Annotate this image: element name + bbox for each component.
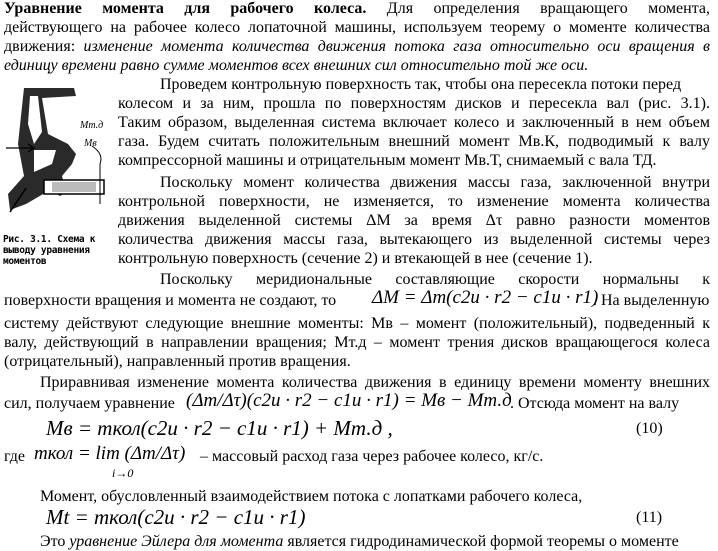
- para1-line-5: компрессорной машины и отрицательным момент Мв.Т, снимаемый с вала ТД.: [118, 152, 657, 169]
- limit-subscript: i→0: [112, 466, 134, 480]
- para2-line-4: количества движения массы газа, вытекающего из выделенной системы через: [118, 231, 710, 248]
- intro-line-3: движения: изменение момента количества движения потока газа относительно оси вращения в: [4, 38, 711, 55]
- section-heading: Уравнение момента для рабочего колеса.: [4, 0, 367, 17]
- figure-caption-1: Рис. 3.1. Схема к: [3, 234, 96, 245]
- para5-line-1: Момент, обусловленный взаимодействием потока с лопатками рабочего колеса,: [40, 488, 583, 505]
- para2-line-5: контрольную поверхность (сечение 2) и втекающей в нее (сечение 1).: [118, 250, 593, 267]
- para2-line-1: Поскольку момент количества движения массы газа, заключенной внутри: [160, 174, 710, 191]
- momentum-equation: (Δm/Δτ)(c2u · r2 − c1u · r1) = Mв − Mт.д: [186, 390, 512, 411]
- where-label: где: [4, 448, 26, 465]
- para3-line-2-end: . На выделенную: [593, 292, 710, 309]
- para1-line-2: колесом и за ним, прошла по поверхностям дисков и пересекла вал (рис. 3.1).: [118, 95, 710, 112]
- equation-10-number: (10): [636, 420, 663, 437]
- figure-caption-3: моментов: [3, 256, 47, 267]
- impeller-diagram: [4, 84, 116, 234]
- equation-11: Mt = mкол(c2u · r2 − c1u · r1): [46, 505, 306, 529]
- para1-line-1: Проведем контрольную поверхность так, чтобы она пересекла потоки перед: [160, 76, 682, 93]
- figure-caption-2: выводу уравнения: [3, 245, 90, 256]
- equation-10: Mв = mкол(c2u · r2 − c1u · r1) + Mт.д ,: [46, 416, 393, 440]
- para2-line-3: движения выделенной системы ΔM за время Δτ равно разности моментов: [118, 212, 710, 229]
- intro-line-2: действующего на рабочее колесо лопаточной машины, используем теорему о моменте количества: [4, 19, 710, 36]
- label-mtd: Мт.д: [80, 120, 104, 131]
- para4-line-2-start: сил, получаем уравнение: [4, 395, 175, 412]
- para3-line-3: систему действуют следующие внешние моменты: Мв – момент (положительный), подведенный к: [4, 315, 710, 332]
- intro-line-4: единицу времени равно сумме моментов всех внешних сил относительно той же оси.: [4, 57, 589, 74]
- where-text: – массовый расход газа через рабочее колесо, кг/с.: [200, 448, 544, 465]
- label-mv: Мв: [84, 138, 97, 149]
- para3-line-1: Поскольку меридиональные составляющие скорости нормальны к: [160, 271, 710, 288]
- intro-line-1: Уравнение момента для рабочего колеса. Для определения вращающего момента,: [4, 0, 710, 17]
- para3-line-2-start: поверхности вращения и момента не создают, то: [4, 292, 337, 309]
- para3-line-5: (отрицательный), направленный против вращения.: [4, 353, 351, 370]
- para4-line-2-end: . Отсюда момент на валу: [510, 395, 680, 412]
- mass-flow-definition: mкол = lim (Δm/Δτ): [34, 443, 186, 464]
- delta-m-equation: ΔM = Δm(c2u · r2 − c1u · r1): [372, 287, 599, 308]
- para1-line-4: газа. Будем считать положительным внешний момент Мв.К, подводимый к валу: [118, 133, 710, 150]
- equation-11-number: (11): [636, 509, 663, 526]
- last-line: Это уравнение Эйлера для момента является гидродинамической формой теоремы о моменте: [40, 533, 679, 550]
- para1-line-3: Таким образом, выделенная система включает колесо и заключенный в нем объем: [118, 114, 710, 131]
- para3-line-4: валу, действующий в направлении вращения; Мт.д – момент трения дисков вращающегося колеса: [4, 334, 710, 351]
- impeller-cross-section: [6, 88, 104, 212]
- para2-line-2: контрольной поверхности, не изменяется, то изменение момента количества: [118, 193, 710, 210]
- para4-line-1: Приравнивая изменение момента количества движения в единицу времени моменту внешних: [40, 374, 710, 391]
